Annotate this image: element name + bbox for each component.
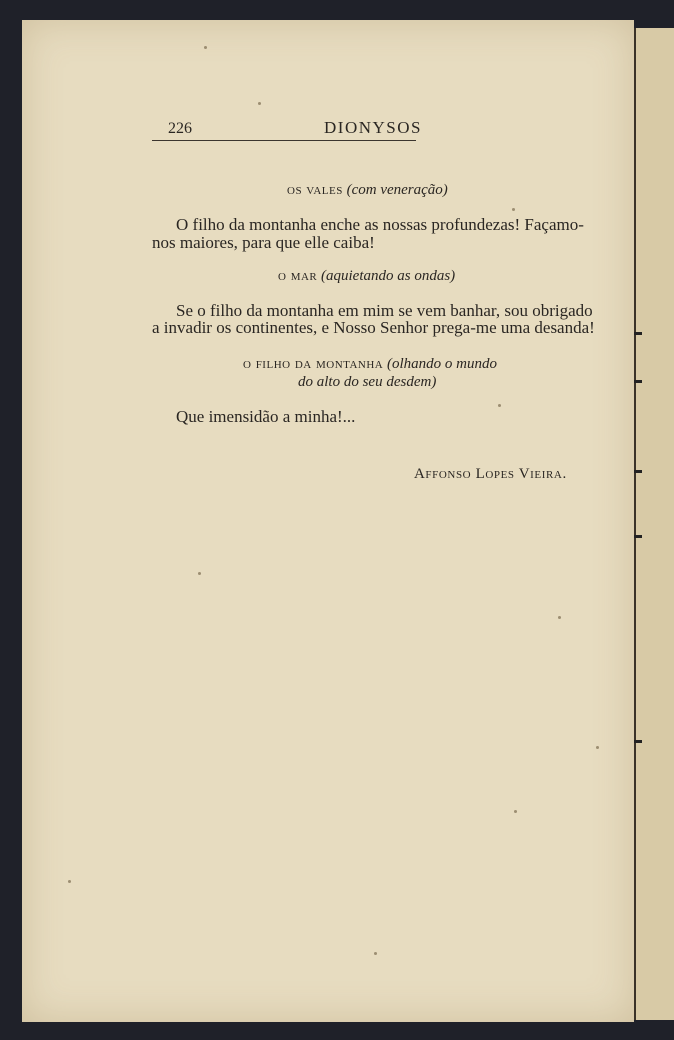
speaker-name: o filho da montanha (243, 356, 384, 372)
speaker-heading (278, 268, 455, 285)
stage-direction: (aquietando as ondas) (321, 268, 456, 284)
stage-direction: (com veneração) (346, 182, 448, 198)
paper-speck (198, 572, 201, 575)
speaker-heading (243, 356, 497, 373)
stage-direction-continued: do alto do seu desdem) (298, 374, 437, 390)
page-number: 226 (168, 120, 192, 137)
speech-line: Que imensidão a minha!... (176, 407, 356, 426)
page-edge-mark (634, 470, 642, 473)
page-edge-mark (634, 535, 642, 538)
paper-speck (204, 46, 207, 49)
paper-speck (68, 880, 71, 883)
speech-line: O filho da montanha enche as nossas profundezas! Façamo- (176, 215, 584, 234)
page-edge-mark (634, 380, 642, 383)
stage-direction: (olhando o mundo (387, 356, 498, 372)
next-page-edge (634, 28, 674, 1020)
paper-speck (498, 404, 501, 407)
paper-speck (596, 746, 599, 749)
page-edge-mark (634, 332, 642, 335)
author-signature: Affonso Lopes Vieira. (414, 466, 567, 482)
paper-speck (514, 810, 517, 813)
paper-speck (374, 952, 377, 955)
book-page (22, 20, 634, 1022)
paper-speck (258, 102, 261, 105)
speech-line: nos maiores, para que elle caiba! (152, 233, 375, 252)
running-header (152, 118, 422, 141)
speaker-name: os vales (287, 182, 343, 198)
speaker-name: o mar (278, 268, 318, 284)
paper-speck (512, 208, 515, 211)
running-title: DIONYSOS (324, 118, 422, 137)
paper-speck (558, 616, 561, 619)
page-edge-mark (634, 740, 642, 743)
speech-line: Se o filho da montanha em mim se vem banhar, sou obrigado (176, 301, 593, 320)
speaker-heading (287, 182, 448, 199)
speech-line: a invadir os continentes, e Nosso Senhor prega-me uma desanda! (152, 318, 595, 337)
